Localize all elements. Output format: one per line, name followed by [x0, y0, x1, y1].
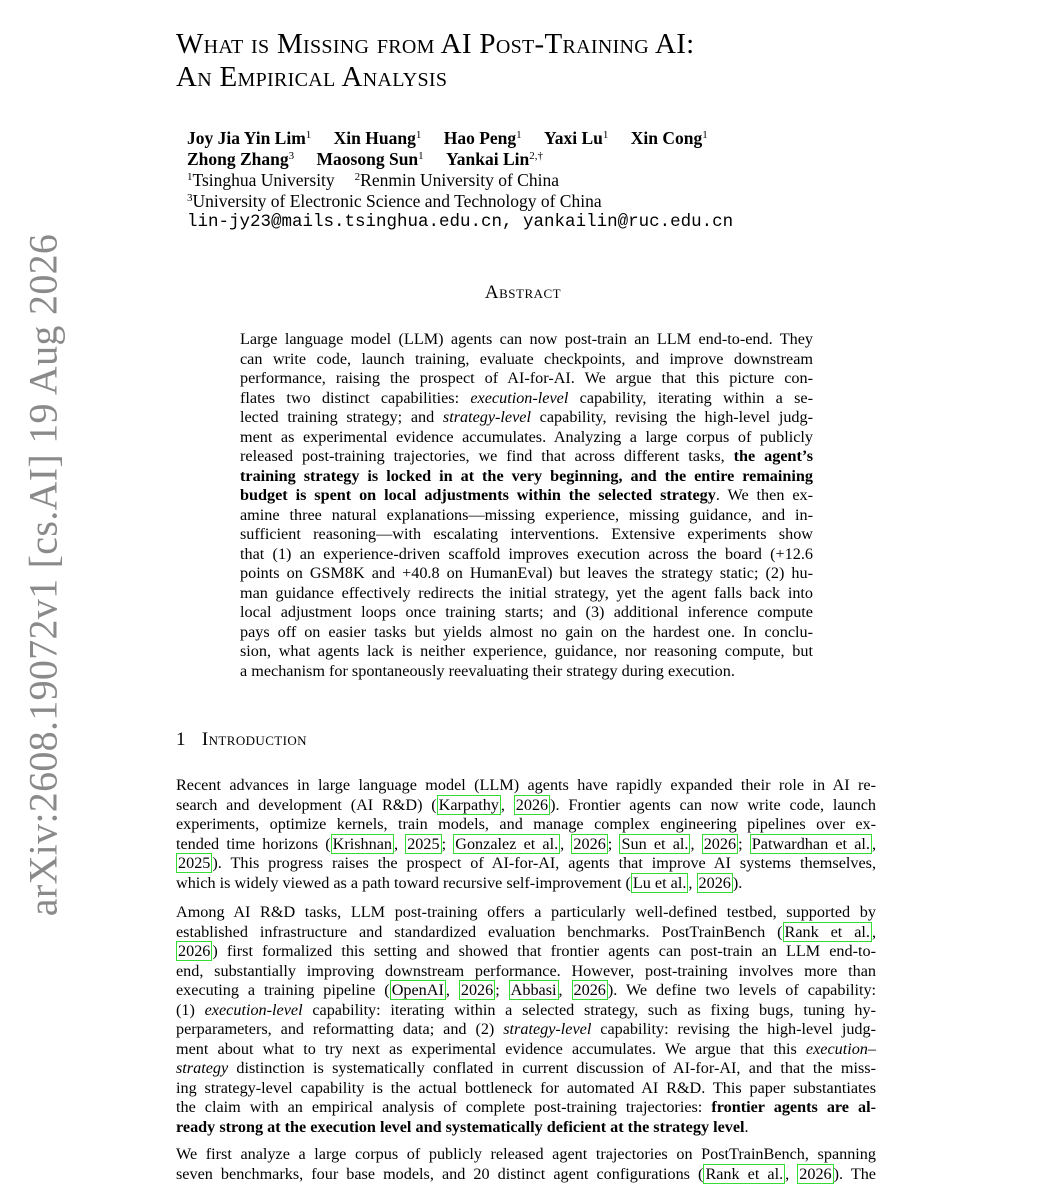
- text-line: the claim with an empirical analysis of complete post-training trajectories: frontier agents are al-: [176, 1098, 877, 1116]
- arxiv-stamp: [16, 0, 70, 1200]
- bold-text: budget is spent on local adjustments within the selected strategy: [240, 486, 716, 504]
- citation-link[interactable]: 2026: [573, 981, 606, 999]
- italic-text: strategy-level: [442, 408, 531, 426]
- text-line: sion, what agents lack is neither experience, guidance, nor reasoning compute, but: [240, 642, 813, 660]
- author: Yankai Lin$^{2,\dagger}$: [446, 149, 543, 169]
- title-line: What is Missing from AI Post-Training AI:: [176, 28, 695, 60]
- author: Joy Jia Yin Lim$^1$: [187, 128, 312, 148]
- citation-link[interactable]: Gonzalez et al.: [455, 834, 559, 853]
- paper-title: [176, 28, 896, 94]
- abstract-body: [240, 330, 813, 681]
- intro-paragraph: [176, 903, 876, 1137]
- citation-link[interactable]: Karpathy: [438, 795, 499, 814]
- author-row: [187, 149, 807, 170]
- bold-text: training strategy is locked in at the very beginning, and the entire remaining: [240, 466, 813, 485]
- bold-text: frontier agents are al-: [711, 1098, 877, 1116]
- text-line: Among AI R&D tasks, LLM post-training offers a particularly well-defined testbed, supported by: [176, 903, 876, 921]
- text-line: local adjustment loops once training starts; and (3) additional inference compute: [240, 603, 813, 621]
- text-line: released post-training trajectories, we find that across different tasks, the agent’s: [240, 447, 813, 465]
- text-line: sufficient reasoning—with escalating interventions. Extensive experiments show: [240, 525, 813, 543]
- text-line: pays off on easier tasks but yields almost no gain on the hardest one. In conclu-: [240, 622, 813, 641]
- italic-text: strategy: [176, 1059, 229, 1077]
- citation-link[interactable]: OpenAI: [391, 981, 444, 999]
- text-line: tended time horizons ( Krishnan , 2025 ; Gonzalez et al. , 2026 ; Sun et al. , 2026 ; Patwardhan et al. ,: [176, 834, 876, 853]
- bold-text: ready strong at the execution level and systematically deficient at the strategy level: [176, 1117, 745, 1136]
- title-line: An Empirical Analysis: [176, 61, 448, 93]
- citation-link[interactable]: 2026: [703, 834, 737, 853]
- text-line: which is widely viewed as a path toward recursive self-improvement ( Lu et al. , 2026 ).: [176, 873, 743, 892]
- text-line: search and development (AI R&D) ( Karpathy , 2026 ). Frontier agents can now write code, launch: [176, 795, 877, 814]
- author: Hao Peng$^1$: [443, 128, 522, 148]
- author-row: [187, 128, 807, 149]
- text-line: performance, raising the prospect of AI-for-AI. We argue that this picture con-: [240, 369, 813, 387]
- citation-link[interactable]: 2026: [460, 981, 494, 999]
- citation-link[interactable]: 2026: [515, 795, 549, 814]
- text-line: budget is spent on local adjustments within the selected strategy. We then ex-: [240, 486, 813, 504]
- section-title: Introduction: [201, 729, 307, 750]
- author: Zhong Zhang$^3$: [187, 149, 295, 169]
- author: Yaxi Lu$^1$: [544, 128, 609, 148]
- italic-text: execution–: [805, 1039, 876, 1058]
- affiliation-row: $^3$University of Electronic Science and Technology of China: [187, 191, 602, 211]
- text-line: perparameters, and reformatting data; and (2) strategy-level capability: revising the high-level judg-: [176, 1020, 877, 1038]
- section-heading: [176, 729, 307, 751]
- text-line: man guidance effectively redirects the initial strategy, yet the agent falls back into: [240, 583, 813, 602]
- text-line: can write code, launch training, evaluate checkpoints, and improve downstream: [240, 349, 813, 368]
- text-line: (1) execution-level capability: iterating within a selected strategy, such as fixing bugs, tuning hy-: [176, 1000, 877, 1019]
- citation-link[interactable]: Sun et al.: [621, 834, 689, 853]
- abstract-heading: Abstract: [484, 282, 562, 303]
- italic-text: execution-level: [204, 1000, 303, 1019]
- text-line: Recent advances in large language model (LLM) agents have rapidly expanded their role in AI re-: [176, 776, 876, 794]
- citation-link[interactable]: 2025: [407, 834, 440, 853]
- intro-paragraph: [176, 1145, 876, 1184]
- arxiv-identifier: arXiv:2608.19072v1 [cs.AI] 19 Aug 2026: [20, 233, 66, 917]
- citation-link[interactable]: 2026: [178, 942, 211, 960]
- citation-link[interactable]: 2026: [799, 1164, 832, 1183]
- citation-link[interactable]: 2026: [698, 873, 731, 892]
- section-number: 1: [176, 729, 186, 750]
- author: Maosong Sun$^1$: [316, 149, 424, 169]
- citation-link[interactable]: Lu et al.: [632, 873, 687, 892]
- citation-link[interactable]: Patwardhan et al.: [751, 834, 870, 853]
- citation-link[interactable]: Rank et al.: [784, 922, 870, 941]
- citation-link[interactable]: Abbasi: [510, 981, 557, 999]
- affiliations: [187, 170, 807, 233]
- affiliation: University of Electronic Science and Technology of China: [192, 191, 602, 211]
- citation-link[interactable]: Krishnan: [332, 834, 392, 853]
- text-line: 2026 ) first formalized this setting and showed that frontier agents can post-train an LLM end-to-: [178, 942, 876, 960]
- text-line: amine three natural explanations—missing experience, missing guidance, and in-: [240, 505, 813, 524]
- text-line: a mechanism for spontaneously reevaluating their strategy during execution.: [240, 661, 735, 680]
- text-line: ment as experimental evidence accumulates. Analyzing a large corpus of publicly: [240, 427, 813, 446]
- affiliation: Renmin University of China: [360, 170, 559, 190]
- intro-paragraph: [176, 776, 876, 893]
- text-line: that (1) an experience-driven scaffold improves execution across the board (+12.6: [240, 544, 813, 563]
- affiliation-row: $^1$Tsinghua University $^2$Renmin University of China: [187, 170, 559, 190]
- text-line: experiments, optimize kernels, train models, and manage complex engineering pipelines over ex-: [176, 815, 876, 833]
- citation-link[interactable]: 2025: [178, 854, 211, 872]
- text-line: We first analyze a large corpus of publicly released agent trajectories on PostTrainBench, spanning: [176, 1145, 876, 1163]
- text-line: ready strong at the execution level and systematically deficient at the strategy level.: [176, 1117, 749, 1136]
- text-line: Large language model (LLM) agents can now post-train an LLM end-to-end. They: [240, 330, 813, 348]
- text-line: [240, 467, 813, 487]
- italic-text: strategy-level: [503, 1020, 592, 1038]
- italic-text: execution-level: [470, 388, 569, 407]
- text-line: end, substantially improving downstream performance. However, post-training involves more than: [176, 961, 876, 980]
- text-line: ment about what to try next as experimental evidence accumulates. We argue that this execution–: [176, 1039, 876, 1058]
- text-line: 2025 ). This progress raises the prospect of AI-for-AI, agents that improve AI systems themselves,: [178, 854, 876, 872]
- text-line: lected training strategy; and strategy-level capability, revising the high-level judg-: [240, 408, 814, 426]
- affiliation: Tsinghua University: [192, 170, 335, 190]
- text-line: established infrastructure and standardized evaluation benchmarks. PostTrainBench ( Rank et al. ,: [176, 922, 876, 941]
- text-line: points on GSM8K and +40.8 on HumanEval) but leaves the strategy static; (2) hu-: [240, 564, 813, 582]
- text-line: strategy distinction is systematically conflated in current discussion of AI-for-AI, and that the miss-: [176, 1059, 876, 1077]
- text-line: executing a training pipeline ( OpenAI , 2026 ; Abbasi , 2026 ). We define two levels of capability:: [176, 981, 877, 999]
- bold-text: the agent’s: [733, 447, 813, 465]
- text-line: seven benchmarks, four base models, and 20 distinct agent configurations ( Rank et al. , 2026 ). The: [176, 1164, 876, 1183]
- author: Xin Cong$^1$: [630, 128, 708, 148]
- author-emails: lin-jy23@mails.tsinghua.edu.cn, yankailin@ruc.edu.cn: [187, 212, 734, 232]
- author-block: [187, 128, 807, 233]
- text-line: flates two distinct capabilities: execution-level capability, iterating within a se-: [240, 388, 813, 407]
- author: Xin Huang$^1$: [333, 128, 422, 148]
- citation-link[interactable]: Rank et al.: [705, 1164, 784, 1183]
- text-line: ing strategy-level capability is the actual bottleneck for automated AI R&D. This paper substantiates: [176, 1078, 876, 1097]
- citation-link[interactable]: 2026: [573, 834, 606, 853]
